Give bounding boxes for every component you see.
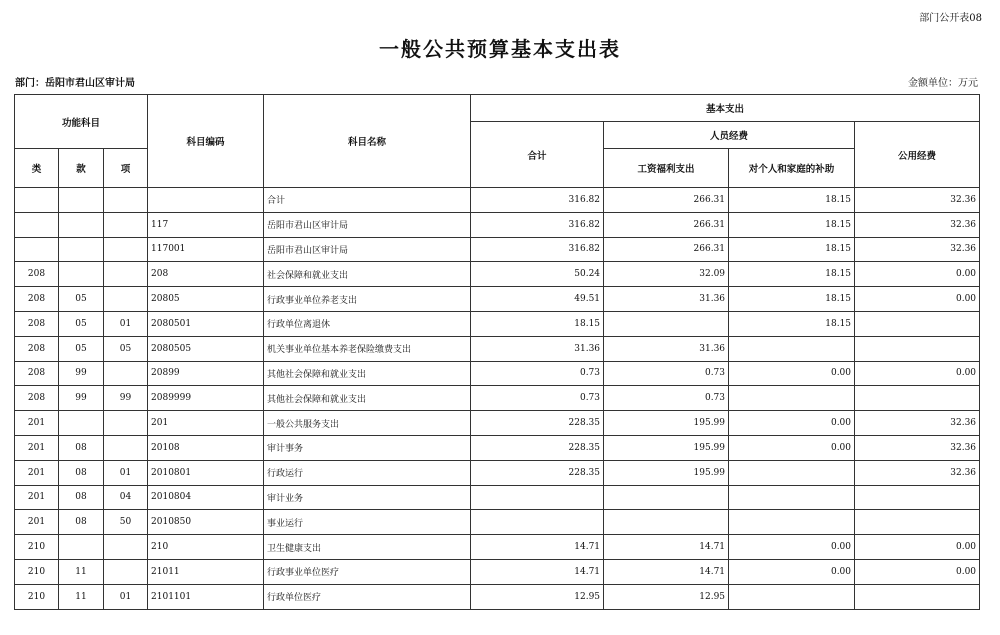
cell-public: 32.36 (855, 460, 980, 485)
unit-label: 金额单位：万元 (908, 78, 978, 89)
cell-total (471, 485, 604, 510)
cell-lei: 208 (15, 262, 59, 287)
cell-xiang (104, 287, 148, 312)
cell-xiang (104, 559, 148, 584)
cell-lei (15, 237, 59, 262)
cell-xiang (104, 262, 148, 287)
cell-total (471, 510, 604, 535)
cell-lei: 201 (15, 485, 59, 510)
cell-xiang (104, 212, 148, 237)
cell-code: 2089999 (148, 386, 264, 411)
cell-total: 14.71 (471, 535, 604, 560)
cell-kuan: 05 (59, 287, 104, 312)
cell-total: 49.51 (471, 287, 604, 312)
cell-subsidy: 0.00 (729, 361, 855, 386)
cell-name: 其他社会保障和就业支出 (264, 386, 471, 411)
cell-code: 20805 (148, 287, 264, 312)
cell-kuan: 99 (59, 361, 104, 386)
cell-kuan: 05 (59, 336, 104, 361)
table-row (15, 262, 980, 287)
cell-xiang: 01 (104, 311, 148, 336)
cell-total: 316.82 (471, 188, 604, 213)
cell-name: 卫生健康支出 (264, 535, 471, 560)
cell-lei: 201 (15, 435, 59, 460)
cell-kuan (59, 262, 104, 287)
cell-xiang (104, 535, 148, 560)
cell-lei: 210 (15, 584, 59, 609)
cell-salary: 14.71 (604, 535, 729, 560)
cell-public: 0.00 (855, 535, 980, 560)
cell-salary: 0.73 (604, 386, 729, 411)
cell-public (855, 386, 980, 411)
cell-name: 社会保障和就业支出 (264, 262, 471, 287)
cell-salary: 266.31 (604, 212, 729, 237)
cell-name: 行政运行 (264, 460, 471, 485)
cell-code: 2080505 (148, 336, 264, 361)
table-row (15, 212, 980, 237)
cell-salary: 195.99 (604, 435, 729, 460)
cell-total: 50.24 (471, 262, 604, 287)
table-row (15, 311, 980, 336)
cell-total: 228.35 (471, 435, 604, 460)
table-body (15, 188, 980, 610)
cell-subsidy: 18.15 (729, 262, 855, 287)
cell-code: 20108 (148, 435, 264, 460)
cell-xiang: 99 (104, 386, 148, 411)
cell-code: 2010804 (148, 485, 264, 510)
cell-salary: 195.99 (604, 411, 729, 436)
page-title: 一般公共预算基本支出表 (379, 37, 621, 61)
cell-salary: 0.73 (604, 361, 729, 386)
cell-lei: 201 (15, 510, 59, 535)
cell-public: 32.36 (855, 411, 980, 436)
cell-name: 机关事业单位基本养老保险缴费支出 (264, 336, 471, 361)
cell-lei: 208 (15, 287, 59, 312)
table-row (15, 336, 980, 361)
cell-salary: 31.36 (604, 336, 729, 361)
cell-lei: 208 (15, 386, 59, 411)
cell-xiang: 01 (104, 584, 148, 609)
cell-total: 0.73 (471, 386, 604, 411)
cell-lei (15, 188, 59, 213)
cell-total: 316.82 (471, 237, 604, 262)
cell-name: 一般公共服务支出 (264, 411, 471, 436)
cell-kuan (59, 188, 104, 213)
table-row (15, 584, 980, 609)
cell-xiang (104, 188, 148, 213)
cell-salary: 266.31 (604, 188, 729, 213)
cell-subsidy: 0.00 (729, 559, 855, 584)
cell-code: 20899 (148, 361, 264, 386)
cell-kuan: 05 (59, 311, 104, 336)
cell-lei: 201 (15, 411, 59, 436)
cell-kuan: 08 (59, 510, 104, 535)
cell-public (855, 485, 980, 510)
cell-public (855, 336, 980, 361)
cell-subsidy (729, 584, 855, 609)
table-row (15, 485, 980, 510)
table-row (15, 188, 980, 213)
cell-subsidy: 18.15 (729, 188, 855, 213)
cell-kuan (59, 212, 104, 237)
cell-salary: 12.95 (604, 584, 729, 609)
cell-total: 228.35 (471, 411, 604, 436)
cell-subsidy: 18.15 (729, 212, 855, 237)
cell-name: 岳阳市君山区审计局 (264, 237, 471, 262)
cell-name: 岳阳市君山区审计局 (264, 212, 471, 237)
cell-subsidy: 18.15 (729, 311, 855, 336)
cell-name: 行政单位离退休 (264, 311, 471, 336)
cell-total: 18.15 (471, 311, 604, 336)
cell-total: 0.73 (471, 361, 604, 386)
cell-subsidy (729, 460, 855, 485)
cell-public: 32.36 (855, 188, 980, 213)
cell-public (855, 584, 980, 609)
department-label: 部门：岳阳市君山区审计局 (15, 78, 135, 89)
cell-subsidy (729, 336, 855, 361)
budget-table (14, 94, 980, 610)
cell-public: 32.36 (855, 435, 980, 460)
cell-name: 行政事业单位养老支出 (264, 287, 471, 312)
cell-lei: 210 (15, 535, 59, 560)
cell-subsidy (729, 386, 855, 411)
cell-public: 0.00 (855, 559, 980, 584)
cell-public: 32.36 (855, 212, 980, 237)
cell-code: 21011 (148, 559, 264, 584)
cell-xiang: 04 (104, 485, 148, 510)
cell-kuan: 11 (59, 584, 104, 609)
table-row (15, 535, 980, 560)
cell-xiang: 05 (104, 336, 148, 361)
cell-salary (604, 311, 729, 336)
cell-subsidy (729, 485, 855, 510)
header-public: 公用经费 (855, 122, 980, 188)
cell-lei: 210 (15, 559, 59, 584)
cell-kuan: 08 (59, 435, 104, 460)
cell-code: 117 (148, 212, 264, 237)
header-xiang: 项 (104, 149, 148, 188)
cell-lei: 208 (15, 311, 59, 336)
cell-xiang (104, 361, 148, 386)
table-row (15, 559, 980, 584)
cell-code: 201 (148, 411, 264, 436)
cell-lei: 201 (15, 460, 59, 485)
cell-xiang (104, 237, 148, 262)
cell-kuan: 99 (59, 386, 104, 411)
header-lei: 类 (15, 149, 59, 188)
cell-xiang: 50 (104, 510, 148, 535)
cell-public: 0.00 (855, 361, 980, 386)
cell-lei: 208 (15, 361, 59, 386)
cell-code: 208 (148, 262, 264, 287)
cell-salary (604, 510, 729, 535)
cell-code: 117001 (148, 237, 264, 262)
header-salary: 工资福利支出 (604, 149, 729, 188)
table-row (15, 435, 980, 460)
cell-name: 其他社会保障和就业支出 (264, 361, 471, 386)
cell-subsidy (729, 510, 855, 535)
cell-subsidy: 0.00 (729, 435, 855, 460)
cell-subsidy: 18.15 (729, 287, 855, 312)
header-basic: 基本支出 (471, 95, 980, 122)
cell-code: 2010850 (148, 510, 264, 535)
table-row (15, 237, 980, 262)
table-row (15, 411, 980, 436)
cell-salary: 14.71 (604, 559, 729, 584)
table-row (15, 460, 980, 485)
cell-kuan: 08 (59, 460, 104, 485)
cell-code: 210 (148, 535, 264, 560)
header-total: 合计 (471, 122, 604, 188)
header-code: 科目编码 (148, 95, 264, 188)
cell-lei (15, 212, 59, 237)
cell-lei: 208 (15, 336, 59, 361)
cell-xiang: 01 (104, 460, 148, 485)
cell-total: 14.71 (471, 559, 604, 584)
header-kuan: 款 (59, 149, 104, 188)
cell-total: 228.35 (471, 460, 604, 485)
cell-code: 2080501 (148, 311, 264, 336)
table-row (15, 386, 980, 411)
table-row (15, 287, 980, 312)
cell-name: 行政单位医疗 (264, 584, 471, 609)
header-personnel: 人员经费 (604, 122, 855, 149)
cell-public: 32.36 (855, 237, 980, 262)
header-name: 科目名称 (264, 95, 471, 188)
table-row (15, 361, 980, 386)
cell-kuan (59, 411, 104, 436)
cell-name: 审计业务 (264, 485, 471, 510)
cell-xiang (104, 435, 148, 460)
cell-kuan: 11 (59, 559, 104, 584)
cell-total: 31.36 (471, 336, 604, 361)
cell-kuan (59, 535, 104, 560)
cell-salary: 266.31 (604, 237, 729, 262)
form-code: 部门公开表08 (919, 13, 982, 24)
cell-salary: 32.09 (604, 262, 729, 287)
cell-subsidy: 0.00 (729, 535, 855, 560)
cell-salary: 31.36 (604, 287, 729, 312)
cell-subsidy: 18.15 (729, 237, 855, 262)
cell-kuan: 08 (59, 485, 104, 510)
cell-public: 0.00 (855, 287, 980, 312)
cell-code (148, 188, 264, 213)
cell-public (855, 311, 980, 336)
cell-code: 2101101 (148, 584, 264, 609)
cell-public (855, 510, 980, 535)
cell-public: 0.00 (855, 262, 980, 287)
header-func-subject: 功能科目 (15, 95, 148, 149)
cell-salary (604, 485, 729, 510)
cell-name: 行政事业单位医疗 (264, 559, 471, 584)
cell-total: 316.82 (471, 212, 604, 237)
cell-xiang (104, 411, 148, 436)
cell-name: 事业运行 (264, 510, 471, 535)
cell-code: 2010801 (148, 460, 264, 485)
cell-name: 合计 (264, 188, 471, 213)
cell-salary: 195.99 (604, 460, 729, 485)
cell-subsidy: 0.00 (729, 411, 855, 436)
cell-name: 审计事务 (264, 435, 471, 460)
header-subsidy: 对个人和家庭的补助 (729, 149, 855, 188)
table-row (15, 510, 980, 535)
cell-total: 12.95 (471, 584, 604, 609)
cell-kuan (59, 237, 104, 262)
